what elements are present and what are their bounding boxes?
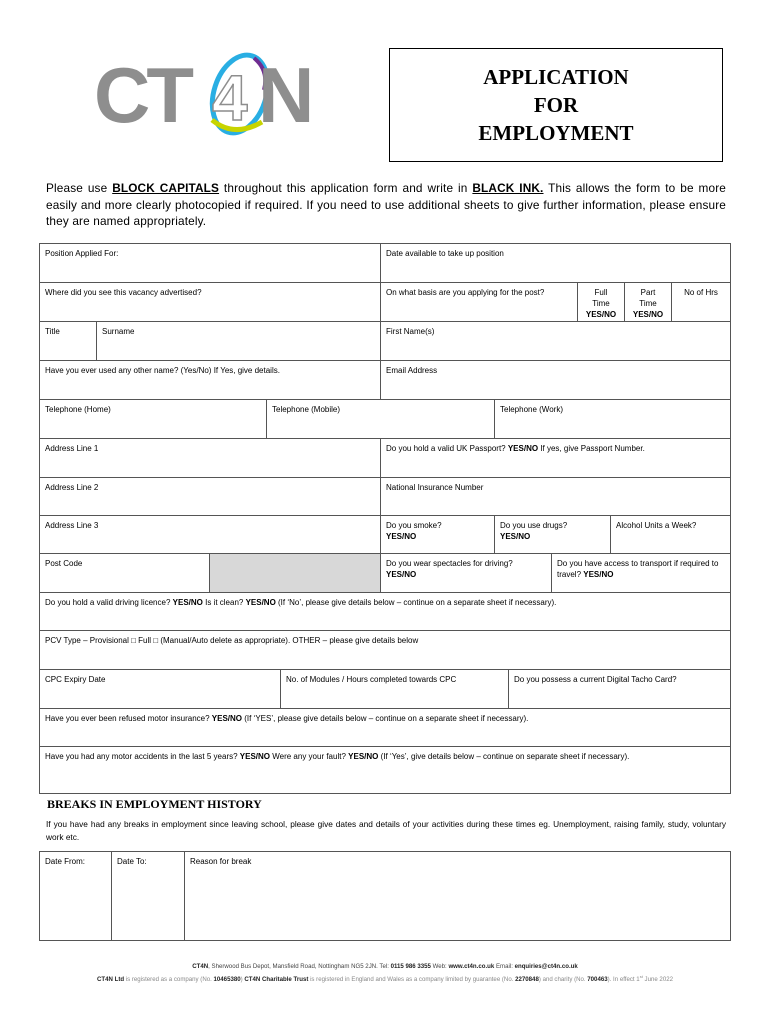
date-from-field[interactable]: Date From:: [39, 851, 112, 941]
position-applied-field[interactable]: Position Applied For:: [39, 243, 381, 283]
svg-text:N: N: [258, 51, 315, 138]
email-field[interactable]: Email Address: [380, 360, 731, 400]
other-name-field[interactable]: Have you ever used any other name? (Yes/No) If Yes, give details.: [39, 360, 381, 400]
motor-insurance-field[interactable]: Have you ever been refused motor insurance? YES/NO (If ‘YES’, please give details below – continue on a separate sheet if necessary).: [39, 708, 731, 747]
shaded-blank-cell: [209, 553, 381, 593]
footer-registration: CT4N Ltd is registered as a company (No. 10465380) CT4N Charitable Trust is registered in England and Wales as a company limited by guarantee (No. 2270848) and charity (No. 700463). In effect 1st June 2022: [97, 974, 673, 984]
date-available-field[interactable]: Date available to take up position: [380, 243, 731, 283]
telephone-work-field[interactable]: Telephone (Work): [494, 399, 731, 439]
transport-field[interactable]: Do you have access to transport if required to travel? YES/NO: [551, 553, 731, 593]
vacancy-source-field[interactable]: Where did you see this vacancy advertised?: [39, 282, 381, 322]
title-line-1: APPLICATION: [483, 65, 629, 89]
address-line-3-field[interactable]: Address Line 3: [39, 515, 381, 554]
smoke-field[interactable]: Do you smoke? YES/NO: [380, 515, 495, 554]
telephone-home-field[interactable]: Telephone (Home): [39, 399, 267, 439]
spectacles-field[interactable]: Do you wear spectacles for driving? YES/NO: [380, 553, 552, 593]
basis-label: On what basis are you applying for the post?: [380, 282, 578, 322]
driving-licence-field[interactable]: Do you hold a valid driving licence? YES/NO Is it clean? YES/NO (If ‘No’, please give details below – continue on a separate sheet if necessary).: [39, 592, 731, 631]
first-names-field[interactable]: First Name(s): [380, 321, 731, 361]
cpc-expiry-field[interactable]: CPC Expiry Date: [39, 669, 281, 709]
motor-accidents-field[interactable]: Have you had any motor accidents in the last 5 years? YES/NO Were any your fault? YES/NO (If ‘Yes’, give details below – continue on separate sheet if necessary).: [39, 746, 731, 794]
ct4n-logo: [94, 50, 330, 138]
address-line-2-field[interactable]: Address Line 2: [39, 477, 381, 516]
telephone-mobile-field[interactable]: Telephone (Mobile): [266, 399, 495, 439]
post-code-field[interactable]: Post Code: [39, 553, 210, 593]
intro-instructions: Please use BLOCK CAPITALS throughout this application form and write in BLACK INK. This allows the form to be more easily and more clearly photocopied if required. If you need to use additional sheets to give further information, please ensure they are named appropriately.: [46, 181, 727, 228]
breaks-instructions: If you have had any breaks in employment since leaving school, please give dates and details of your activities during these times eg. Unemployment, raising family, study, voluntary work etc.: [46, 819, 726, 842]
cpc-modules-field[interactable]: No. of Modules / Hours completed towards CPC: [280, 669, 509, 709]
address-line-1-field[interactable]: Address Line 1: [39, 438, 381, 478]
title-field[interactable]: Title: [39, 321, 97, 361]
breaks-section-heading: BREAKS IN EMPLOYMENT HISTORY: [47, 797, 262, 811]
reason-for-break-field[interactable]: Reason for break: [184, 851, 731, 941]
no-of-hours-field[interactable]: No of Hrs: [671, 282, 731, 322]
passport-field[interactable]: Do you hold a valid UK Passport? YES/NO If yes, give Passport Number.: [380, 438, 731, 478]
svg-text:4: 4: [212, 62, 248, 134]
alcohol-units-field[interactable]: Alcohol Units a Week?: [610, 515, 731, 554]
tacho-card-field[interactable]: Do you possess a current Digital Tacho Card?: [508, 669, 731, 709]
title-line-3: EMPLOYMENT: [478, 121, 634, 145]
ni-number-field[interactable]: National Insurance Number: [380, 477, 731, 516]
surname-field[interactable]: Surname: [96, 321, 381, 361]
svg-text:CT: CT: [94, 51, 190, 138]
drugs-field[interactable]: Do you use drugs? YES/NO: [494, 515, 611, 554]
full-time-option[interactable]: Full Time YES/NO: [577, 282, 625, 322]
date-to-field[interactable]: Date To:: [111, 851, 185, 941]
part-time-option[interactable]: Part Time YES/NO: [624, 282, 672, 322]
title-line-2: FOR: [533, 93, 579, 117]
pcv-type-field[interactable]: PCV Type – Provisional □ Full □ (Manual/Auto delete as appropriate). OTHER – please give details below: [39, 630, 731, 670]
form-title-box: [389, 48, 723, 162]
footer-contact: CT4N, Sherwood Bus Depot, Mansfield Road, Nottingham NG5 2JN. Tel: 0115 986 3355 Web: www.ct4n.co.uk Email: enquiries@ct4n.co.uk: [192, 963, 578, 970]
